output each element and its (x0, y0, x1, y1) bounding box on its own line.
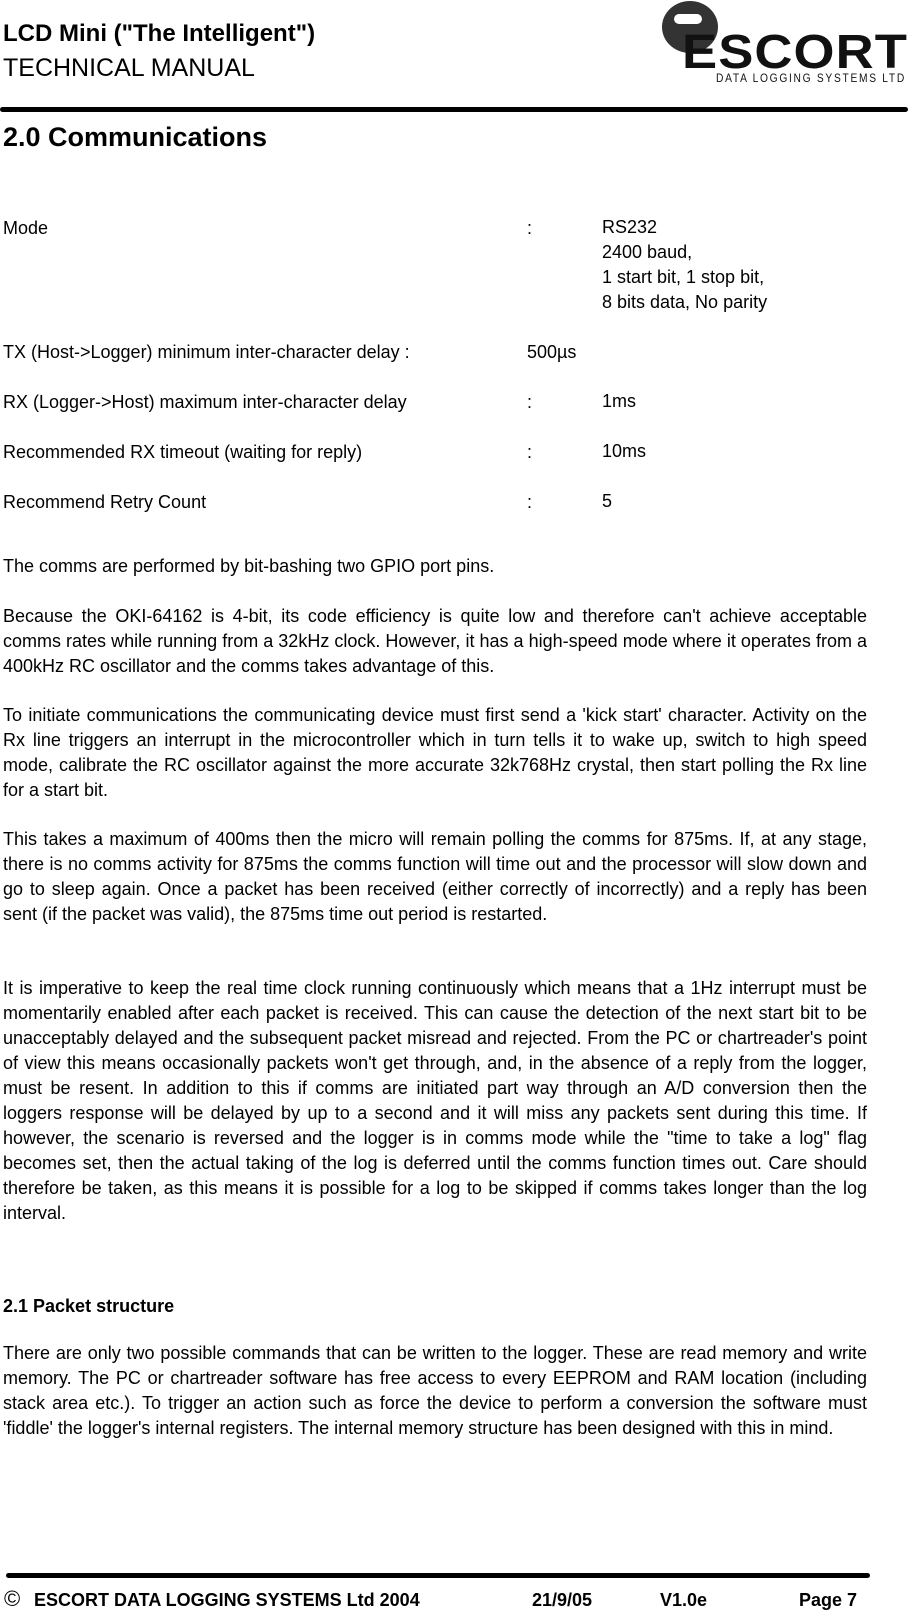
spec-mode-label: Mode (3, 218, 49, 238)
paragraph: This takes a maximum of 400ms then the micro will remain polling the comms for 875ms. If, at any stage, there is no comms activity for 875ms the comms function will time out and the processor will slow down and go to sleep again. Once a packet has been received (either correctly of incorrectly) and a reply has been sent (if the packet was valid), the 875ms time out period is restarted. (3, 829, 867, 924)
footer-date: 21/9/05 (532, 1590, 593, 1610)
spec-mode-colon: : (527, 218, 533, 238)
paragraph: There are only two possible commands that can be written to the logger. These are read memory and write memory. The PC or chartreader software has free access to every EEPROM and RAM location (including stack area etc.). To trigger an action such as force the device to perform a conversion the software must 'fiddle' the logger's internal registers. The internal memory structure has been designed with this in mind. (3, 1343, 867, 1438)
spec-mode-value: 2400 baud, (602, 242, 693, 262)
header-rule (0, 107, 908, 112)
footer-page: Page 7 (799, 1590, 858, 1610)
subsection-heading: 2.1 Packet structure (3, 1296, 175, 1316)
footer-rule (6, 1573, 870, 1578)
spec-tx-value: 500µs (527, 342, 577, 362)
spec-tx-label: TX (Host->Logger) minimum inter-character delay : (3, 342, 410, 362)
paragraph: Because the OKI-64162 is 4-bit, its code efficiency is quite low and therefore can't achieve acceptable comms rates while running from a 32kHz clock. However, it has a high-speed mode where it operates from a 400kHz RC oscillator and the comms takes advantage of this. (3, 606, 867, 676)
paragraph: The comms are performed by bit-bashing two GPIO port pins. (3, 556, 495, 576)
footer-version: V1.0e (660, 1590, 708, 1610)
spec-retry-value: 5 (602, 491, 613, 511)
spec-rx-label: RX (Logger->Host) maximum inter-character delay (3, 392, 407, 412)
escort-logo (660, 0, 910, 84)
paragraph: It is imperative to keep the real time clock running continuously which means that a 1Hz interrupt must be momentarily enabled after each packet is received. This can cause the detection of the next start bit to be unacceptably delayed and the subsequent packet misread and rejected. From the PC or chartreader's point of view this means occasionally packets won't get through, and, in the absence of a reply from the logger, must be resent. In addition to this if comms are initiated part way through an A/D conversion then the loggers response will be delayed by up to a second and it will miss any packets sent during this time. If however, the scenario is reversed and the logger is in comms mode while the "time to take a log" flag becomes set, then the actual taking of the log is deferred until the comms function times out. Care should therefore be taken, as this means it is possible for a log to be skipped if comms takes longer than the log interval. (3, 978, 867, 1223)
spec-mode-value: 1 start bit, 1 stop bit, (602, 267, 765, 287)
footer-company: ESCORT DATA LOGGING SYSTEMS Ltd 2004 (34, 1590, 420, 1610)
paragraph: To initiate communications the communicating device must first send a 'kick start' character. Activity on the Rx line triggers an interrupt in the microcontroller which in turn tells it to wake up, switch to high speed mode, calibrate the RC oscillator against the more accurate 32k768Hz crystal, then start polling the Rx line for a start bit. (3, 705, 867, 800)
copyright-icon: © (4, 1586, 21, 1611)
logo-text: ESCORT (682, 26, 908, 79)
spec-timeout-label: Recommended RX timeout (waiting for reply) (3, 442, 363, 462)
spec-rx-colon: : (527, 392, 533, 412)
spec-mode-value: RS232 (602, 217, 658, 237)
section-heading: 2.0 Communications (3, 122, 268, 152)
spec-mode-values (602, 215, 767, 315)
header-subtitle: TECHNICAL MANUAL (3, 54, 255, 82)
logo-tagline: DATA LOGGING SYSTEMS LTD (716, 71, 906, 84)
spec-retry-colon: : (527, 492, 533, 512)
spec-retry-label: Recommend Retry Count (3, 492, 207, 512)
spec-rx-value: 1ms (602, 391, 637, 411)
spec-mode-value: 8 bits data, No parity (602, 292, 768, 312)
spec-timeout-value: 10ms (602, 441, 647, 461)
header-title: LCD Mini ("The Intelligent") (3, 20, 316, 47)
spec-timeout-colon: : (527, 442, 533, 462)
